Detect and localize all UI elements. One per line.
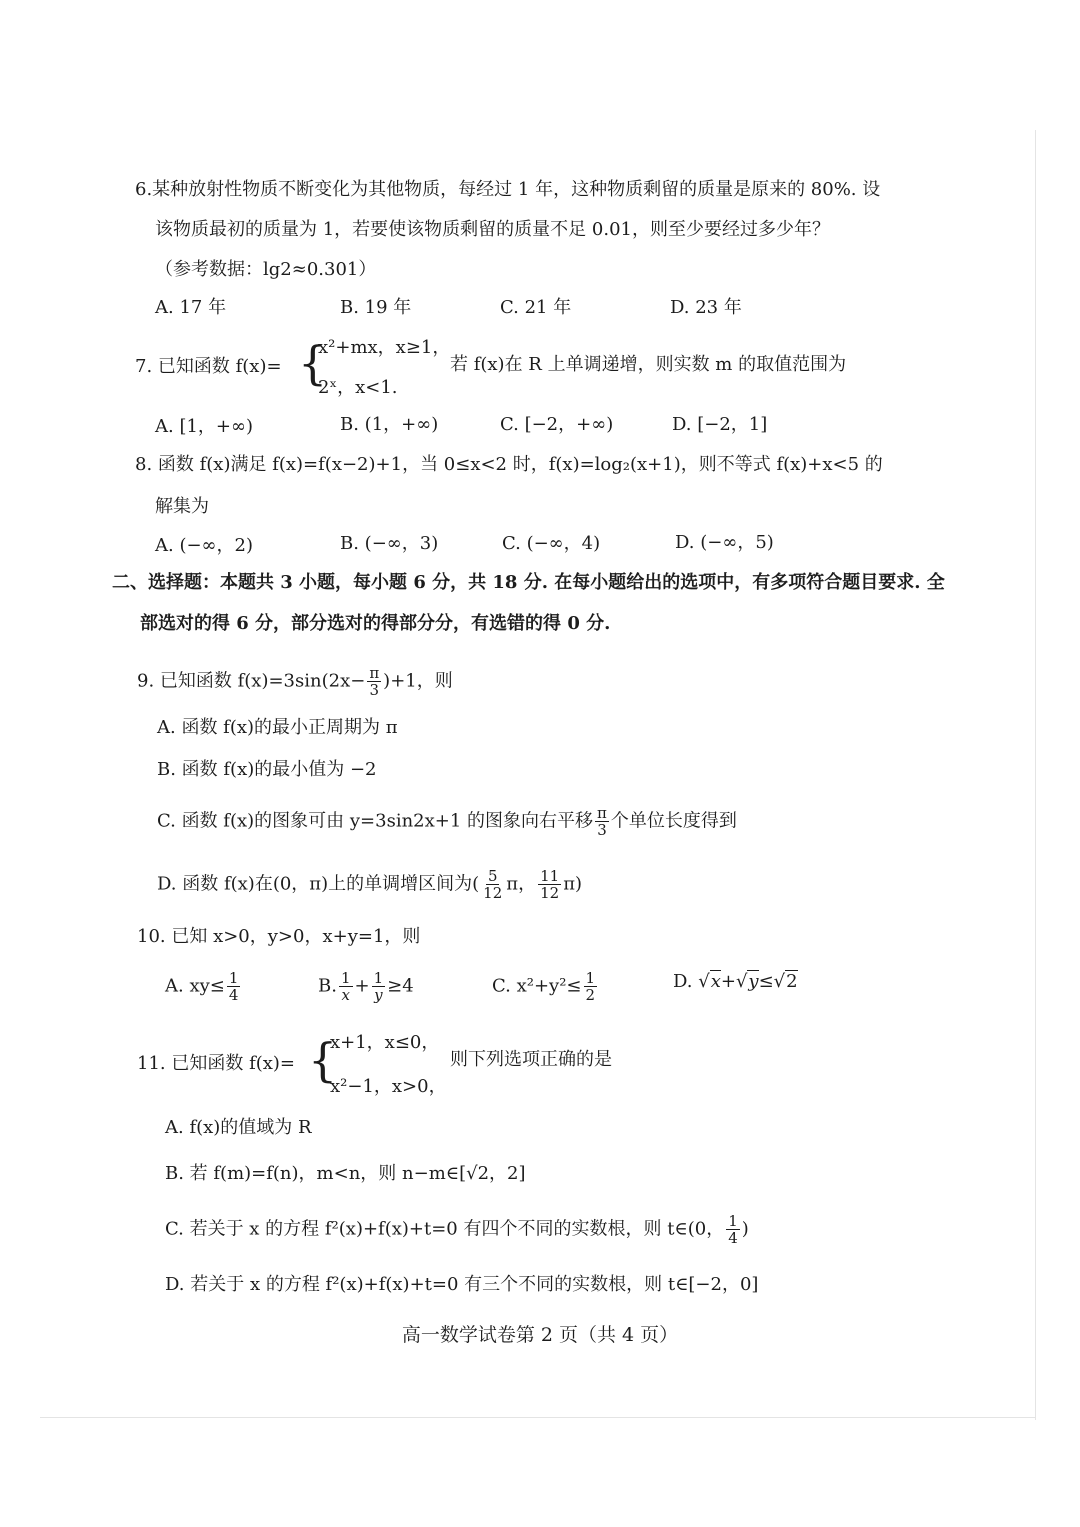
q11-option-a: A. f(x)的值域为 R: [165, 1117, 312, 1138]
q10-option-d-pre: D. √: [673, 971, 710, 992]
q9-option-c-den: 3: [597, 821, 607, 839]
q10-option-c: [492, 970, 599, 1003]
q8-option-c: C. (−∞，4): [502, 533, 601, 554]
q9-stem-suffix: )+1，则: [383, 670, 453, 692]
q10-option-b-plus: +: [354, 975, 370, 997]
q8-line2: 解集为: [155, 496, 209, 517]
q10-option-c-den: 2: [585, 986, 596, 1004]
q9-option-d-frac2: [538, 868, 561, 901]
q9-option-b: B. 函数 f(x)的最小值为 −2: [157, 759, 377, 780]
q10-option-b-frac2: [372, 970, 386, 1003]
page-footer: 高一数学试卷第 2 页（共 4 页）: [401, 1324, 679, 1346]
q10-option-a-den: 4: [228, 986, 239, 1004]
q9-option-c-frac: [595, 805, 609, 838]
q7-piece2: 2ˣ，x<1.: [318, 377, 398, 398]
q10-stem: 10. 已知 x>0，y>0，x+y=1，则: [137, 926, 421, 947]
q11-brace: {: [308, 1033, 338, 1087]
q10-option-c-num: 1: [585, 969, 596, 987]
q8-line1: 8. 函数 f(x)满足 f(x)=f(x−2)+1，当 0≤x<2 时，f(x)=log₂(x+1)，则不等式 f(x)+x<5 的: [135, 454, 883, 475]
q9-option-c-post: 个单位长度得到: [610, 810, 737, 832]
q11-option-c-post: ): [741, 1218, 749, 1240]
q11-option-c-frac: [726, 1213, 740, 1246]
q11-prefix: 11. 已知函数 f(x)=: [137, 1053, 296, 1074]
scan-border-right: [1035, 130, 1036, 1420]
section2-line1: 二、选择题：本题共 3 小题，每小题 6 分，共 18 分. 在每小题给出的选项中，有多项符合题目要求. 全: [112, 572, 945, 593]
q10-option-a-num: 1: [228, 969, 239, 987]
q10-option-b-d2: y: [374, 986, 383, 1004]
q9-option-d-frac1: [481, 868, 504, 901]
q7-suffix: 若 f(x)在 R 上单调递增，则实数 m 的取值范围为: [450, 354, 847, 375]
q9-option-d-n2: 11: [540, 867, 560, 885]
q9-option-c: [157, 805, 737, 838]
q7-option-d: D. [−2，1]: [672, 414, 768, 435]
q7-option-a: A. [1，+∞): [155, 416, 254, 437]
q9-option-d-post: π): [563, 873, 583, 895]
q7-option-b: B. (1，+∞): [340, 414, 439, 435]
q10-option-d-sqrt-x: x: [710, 971, 721, 992]
q10-option-b-post: ≥4: [387, 975, 414, 997]
q11-option-c-den: 4: [728, 1229, 738, 1247]
q10-option-b-n1: 1: [340, 969, 351, 987]
q6-line1: 6.某种放射性物质不断变化为其他物质，每经过 1 年，这种物质剩留的质量是原来的 80%. 设: [135, 179, 881, 200]
q7-option-c: C. [−2，+∞): [500, 414, 614, 435]
scan-border-bottom: [40, 1417, 1035, 1418]
q9-option-c-num: π: [597, 804, 607, 822]
q10-option-d-mid: +√: [720, 971, 748, 992]
q9-option-d-d1: 12: [483, 884, 503, 902]
q10-option-c-frac: [584, 970, 598, 1003]
q9-option-d-mid: π，: [506, 873, 537, 895]
q10-option-b-d1: x: [341, 986, 350, 1004]
q10-option-b: [318, 970, 414, 1003]
q10-option-a-pre: A. xy≤: [165, 975, 225, 997]
section2-line2: 部选对的得 6 分，部分选对的得部分分，有选错的得 0 分.: [140, 613, 611, 634]
q10-option-b-n2: 1: [373, 969, 384, 987]
q8-option-b: B. (−∞，3): [340, 533, 439, 554]
q10-option-d-sqrt-2: 2: [786, 971, 798, 992]
q7-prefix: 7. 已知函数 f(x)=: [135, 356, 282, 377]
q10-option-b-pre: B.: [318, 975, 337, 997]
q7-brace: {: [298, 336, 328, 390]
q8-option-d: D. (−∞，5): [675, 532, 774, 553]
q6-line2: 该物质最初的质量为 1，若要使该物质剩留的质量不足 0.01，则至少要经过多少年？: [155, 219, 830, 240]
q6-option-d: D. 23 年: [670, 297, 742, 318]
q11-piece1: x+1，x≤0，: [330, 1032, 440, 1053]
q10-option-c-pre: C. x²+y²≤: [492, 975, 582, 997]
q10-option-b-frac1: [339, 970, 353, 1003]
q10-option-a: [165, 970, 242, 1003]
q11-option-c-pre: C. 若关于 x 的方程 f²(x)+f(x)+t=0 有四个不同的实数根，则 t∈(0，: [165, 1218, 725, 1240]
q6-option-c: C. 21 年: [500, 297, 572, 318]
q9-option-d-n1: 5: [487, 867, 498, 885]
q11-option-d: D. 若关于 x 的方程 f²(x)+f(x)+t=0 有三个不同的实数根，则 t∈[−2，0]: [165, 1274, 759, 1295]
q9-stem: [137, 665, 453, 698]
q9-option-a: A. 函数 f(x)的最小正周期为 π: [157, 717, 398, 738]
q6-option-a: A. 17 年: [155, 297, 227, 318]
q9-stem-prefix: 9. 已知函数 f(x)=3sin(2x−: [137, 670, 366, 692]
q11-option-c: [165, 1213, 749, 1246]
q9-option-c-pre: C. 函数 f(x)的图象可由 y=3sin2x+1 的图象向右平移: [157, 810, 594, 832]
q10-option-d-sqrt-y: y: [748, 971, 759, 992]
q11-piece2: x²−1，x>0，: [330, 1076, 447, 1097]
q10-option-d: [673, 970, 798, 994]
q11-option-b: B. 若 f(m)=f(n)，m<n，则 n−m∈[√2，2]: [165, 1163, 526, 1184]
q9-option-d-pre: D. 函数 f(x)在(0，π)上的单调增区间为(: [157, 873, 480, 895]
q9-option-d-d2: 12: [540, 884, 560, 902]
q9-frac-den: 3: [369, 681, 380, 699]
q6-option-b: B. 19 年: [340, 297, 412, 318]
q9-pi-over-3: [367, 665, 381, 698]
q11-suffix: 则下列选项正确的是: [450, 1049, 612, 1070]
q9-frac-num: π: [369, 664, 380, 682]
q9-option-d: [157, 868, 582, 901]
q11-option-c-num: 1: [728, 1212, 738, 1230]
q10-option-d-post: ≤√: [758, 971, 786, 992]
q8-option-a: A. (−∞，2): [155, 535, 254, 556]
q10-option-a-frac: [227, 970, 241, 1003]
q6-line3: （参考数据：lg2≈0.301）: [155, 259, 377, 280]
q7-piece1: x²+mx，x≥1，: [318, 337, 451, 358]
